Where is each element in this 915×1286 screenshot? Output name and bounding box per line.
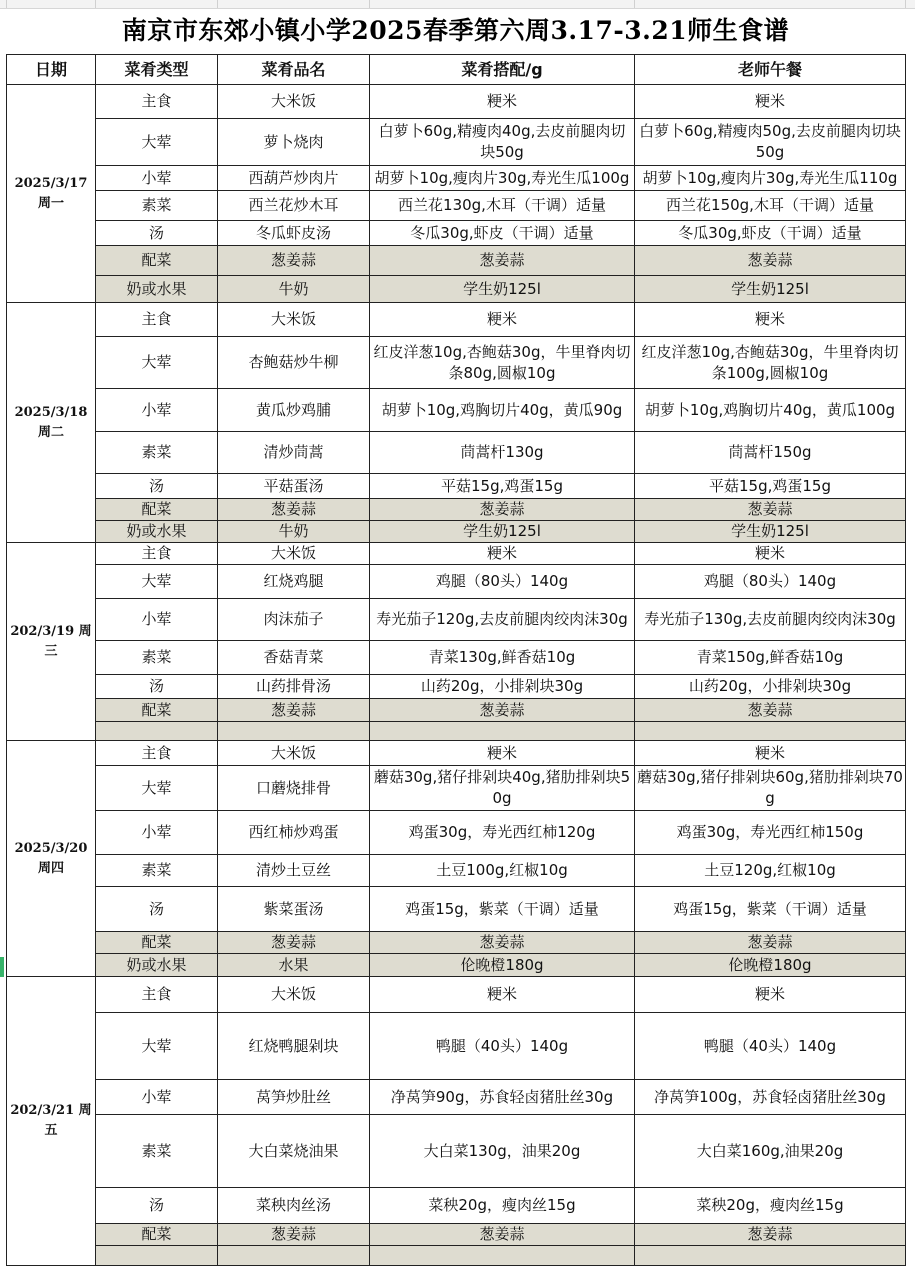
dish-type-cell: 汤 — [96, 474, 218, 499]
table-row — [7, 499, 906, 521]
table-row — [7, 641, 906, 675]
table-row — [7, 389, 906, 432]
dish-name-cell: 大米饭 — [218, 303, 370, 337]
student-portion-cell — [370, 722, 635, 741]
teacher-portion-cell: 菜秧20g，瘦肉丝15g — [635, 1188, 906, 1224]
dish-name-cell — [218, 722, 370, 741]
teacher-portion-cell — [635, 722, 906, 741]
student-portion-cell: 茼蒿杆130g — [370, 432, 635, 474]
dish-name-cell: 清炒土豆丝 — [218, 855, 370, 887]
page-title: 南京市东郊小镇小学2025春季第六周3.17-3.21师生食谱 — [121, 16, 790, 45]
table-row — [7, 977, 906, 1013]
student-portion-cell: 学生奶125l — [370, 276, 635, 303]
table-row — [7, 855, 906, 887]
student-portion-cell: 粳米 — [370, 741, 635, 766]
dish-name-cell: 葱姜蒜 — [218, 246, 370, 276]
student-portion-cell: 葱姜蒜 — [370, 699, 635, 722]
student-portion-cell: 鸡蛋30g，寿光西红柿120g — [370, 811, 635, 855]
table-row — [7, 741, 906, 766]
table-row — [7, 166, 906, 191]
teacher-portion-cell: 粳米 — [635, 741, 906, 766]
student-portion-cell: 白萝卜60g,精瘦肉40g,去皮前腿肉切块50g — [370, 119, 635, 166]
student-portion-cell: 粳米 — [370, 543, 635, 565]
student-portion-cell: 葱姜蒜 — [370, 932, 635, 954]
dish-type-cell: 大荤 — [96, 337, 218, 389]
dish-type-cell: 奶或水果 — [96, 521, 218, 543]
dish-name-cell: 菜秧肉丝汤 — [218, 1188, 370, 1224]
dish-type-cell: 主食 — [96, 85, 218, 119]
teacher-portion-cell: 学生奶125l — [635, 521, 906, 543]
teacher-portion-cell: 胡萝卜10g,鸡胸切片40g，黄瓜100g — [635, 389, 906, 432]
teacher-portion-cell: 蘑菇30g,猪仔排剁块60g,猪肋排剁块70g — [635, 766, 906, 811]
menu-table — [6, 54, 906, 1266]
table-row — [7, 954, 906, 977]
header-dish-name: 菜肴品名 — [218, 55, 370, 85]
dish-type-cell: 小荤 — [96, 389, 218, 432]
teacher-portion-cell: 粳米 — [635, 303, 906, 337]
teacher-portion-cell: 鸡蛋15g，紫菜（干调）适量 — [635, 887, 906, 932]
teacher-portion-cell: 葱姜蒜 — [635, 499, 906, 521]
student-portion-cell: 葱姜蒜 — [370, 246, 635, 276]
dish-name-cell: 紫菜蛋汤 — [218, 887, 370, 932]
header-dish-type: 菜肴类型 — [96, 55, 218, 85]
dish-type-cell: 大荤 — [96, 766, 218, 811]
student-portion-cell — [370, 1246, 635, 1266]
dish-name-cell: 山药排骨汤 — [218, 675, 370, 699]
dish-name-cell: 冬瓜虾皮汤 — [218, 221, 370, 246]
table-row — [7, 337, 906, 389]
table-row — [7, 1080, 906, 1115]
student-portion-cell: 红皮洋葱10g,杏鲍菇30g，牛里脊肉切条80g,圆椒10g — [370, 337, 635, 389]
date-cell: 2025/3/17 周一 — [7, 85, 96, 303]
header-student-portion: 菜肴搭配/g — [370, 55, 635, 85]
header-row — [7, 55, 906, 85]
dish-name-cell: 肉沫茄子 — [218, 599, 370, 641]
table-row — [7, 474, 906, 499]
table-row — [7, 1246, 906, 1266]
table-row — [7, 303, 906, 337]
teacher-portion-cell: 鸡蛋30g，寿光西红柿150g — [635, 811, 906, 855]
dish-type-cell — [96, 722, 218, 741]
dish-type-cell: 主食 — [96, 303, 218, 337]
student-portion-cell: 粳米 — [370, 85, 635, 119]
student-portion-cell: 鸭腿（40头）140g — [370, 1013, 635, 1080]
table-row — [7, 675, 906, 699]
dish-name-cell: 红烧鸡腿 — [218, 565, 370, 599]
dish-name-cell: 西红柿炒鸡蛋 — [218, 811, 370, 855]
dish-type-cell: 小荤 — [96, 599, 218, 641]
dish-type-cell: 素菜 — [96, 432, 218, 474]
student-portion-cell: 平菇15g,鸡蛋15g — [370, 474, 635, 499]
dish-type-cell: 素菜 — [96, 191, 218, 221]
dish-type-cell: 大荤 — [96, 119, 218, 166]
table-row — [7, 1188, 906, 1224]
dish-type-cell: 配菜 — [96, 1224, 218, 1246]
student-portion-cell: 土豆100g,红椒10g — [370, 855, 635, 887]
dish-type-cell — [96, 1246, 218, 1266]
teacher-portion-cell: 白萝卜60g,精瘦肉50g,去皮前腿肉切块50g — [635, 119, 906, 166]
dish-type-cell: 大荤 — [96, 565, 218, 599]
dish-type-cell: 主食 — [96, 741, 218, 766]
dish-name-cell — [218, 1246, 370, 1266]
student-portion-cell: 青菜130g,鲜香菇10g — [370, 641, 635, 675]
teacher-portion-cell: 学生奶125l — [635, 276, 906, 303]
dish-type-cell: 配菜 — [96, 499, 218, 521]
table-row — [7, 432, 906, 474]
table-row — [7, 811, 906, 855]
teacher-portion-cell: 伦晚橙180g — [635, 954, 906, 977]
student-portion-cell: 寿光茄子120g,去皮前腿肉绞肉沫30g — [370, 599, 635, 641]
dish-name-cell: 大米饭 — [218, 741, 370, 766]
dish-type-cell: 素菜 — [96, 641, 218, 675]
dish-name-cell: 葱姜蒜 — [218, 499, 370, 521]
student-portion-cell: 山药20g，小排剁块30g — [370, 675, 635, 699]
teacher-portion-cell: 土豆120g,红椒10g — [635, 855, 906, 887]
student-portion-cell: 胡萝卜10g,瘦肉片30g,寿光生瓜100g — [370, 166, 635, 191]
dish-name-cell: 大米饭 — [218, 543, 370, 565]
teacher-portion-cell: 平菇15g,鸡蛋15g — [635, 474, 906, 499]
table-row — [7, 766, 906, 811]
dish-name-cell: 大米饭 — [218, 85, 370, 119]
dish-type-cell: 配菜 — [96, 932, 218, 954]
teacher-portion-cell: 西兰花150g,木耳（干调）适量 — [635, 191, 906, 221]
student-portion-cell: 葱姜蒜 — [370, 1224, 635, 1246]
date-cell: 202/3/19 周三 — [7, 543, 96, 741]
table-row — [7, 722, 906, 741]
header-teacher-lunch: 老师午餐 — [635, 55, 906, 85]
dish-name-cell: 杏鲍菇炒牛柳 — [218, 337, 370, 389]
teacher-portion-cell — [635, 1246, 906, 1266]
student-portion-cell: 净莴笋90g，苏食轻卤猪肚丝30g — [370, 1080, 635, 1115]
table-row — [7, 85, 906, 119]
student-portion-cell: 蘑菇30g,猪仔排剁块40g,猪肋排剁块50g — [370, 766, 635, 811]
teacher-portion-cell: 鸭腿（40头）140g — [635, 1013, 906, 1080]
table-row — [7, 191, 906, 221]
teacher-portion-cell: 葱姜蒜 — [635, 932, 906, 954]
table-row — [7, 1224, 906, 1246]
dish-name-cell: 西兰花炒木耳 — [218, 191, 370, 221]
teacher-portion-cell: 粳米 — [635, 85, 906, 119]
table-row — [7, 543, 906, 565]
dish-name-cell: 清炒茼蒿 — [218, 432, 370, 474]
dish-type-cell: 汤 — [96, 221, 218, 246]
student-portion-cell: 粳米 — [370, 977, 635, 1013]
table-row — [7, 699, 906, 722]
dish-type-cell: 素菜 — [96, 855, 218, 887]
teacher-portion-cell: 冬瓜30g,虾皮（干调）适量 — [635, 221, 906, 246]
student-portion-cell: 粳米 — [370, 303, 635, 337]
dish-name-cell: 莴笋炒肚丝 — [218, 1080, 370, 1115]
dish-name-cell: 牛奶 — [218, 521, 370, 543]
table-row — [7, 221, 906, 246]
table-row — [7, 887, 906, 932]
dish-type-cell: 汤 — [96, 1188, 218, 1224]
dish-name-cell: 萝卜烧肉 — [218, 119, 370, 166]
dish-type-cell: 小荤 — [96, 166, 218, 191]
dish-type-cell: 主食 — [96, 543, 218, 565]
dish-type-cell: 大荤 — [96, 1013, 218, 1080]
teacher-portion-cell: 粳米 — [635, 977, 906, 1013]
dish-type-cell: 素菜 — [96, 1115, 218, 1188]
dish-name-cell: 牛奶 — [218, 276, 370, 303]
dish-type-cell: 配菜 — [96, 699, 218, 722]
dish-name-cell: 香菇青菜 — [218, 641, 370, 675]
teacher-portion-cell: 大白菜160g,油果20g — [635, 1115, 906, 1188]
table-row — [7, 932, 906, 954]
teacher-portion-cell: 葱姜蒜 — [635, 1224, 906, 1246]
dish-name-cell: 西葫芦炒肉片 — [218, 166, 370, 191]
dish-type-cell: 小荤 — [96, 1080, 218, 1115]
dish-name-cell: 葱姜蒜 — [218, 699, 370, 722]
teacher-portion-cell: 茼蒿杆150g — [635, 432, 906, 474]
table-row — [7, 276, 906, 303]
table-row — [7, 1013, 906, 1080]
student-portion-cell: 大白菜130g，油果20g — [370, 1115, 635, 1188]
table-row — [7, 119, 906, 166]
teacher-portion-cell: 青菜150g,鲜香菇10g — [635, 641, 906, 675]
student-portion-cell: 鸡蛋15g，紫菜（干调）适量 — [370, 887, 635, 932]
dish-type-cell: 奶或水果 — [96, 954, 218, 977]
table-row — [7, 521, 906, 543]
teacher-portion-cell: 葱姜蒜 — [635, 246, 906, 276]
dish-name-cell: 口蘑烧排骨 — [218, 766, 370, 811]
teacher-portion-cell: 寿光茄子130g,去皮前腿肉绞肉沫30g — [635, 599, 906, 641]
student-portion-cell: 伦晚橙180g — [370, 954, 635, 977]
teacher-portion-cell: 胡萝卜10g,瘦肉片30g,寿光生瓜110g — [635, 166, 906, 191]
student-portion-cell: 学生奶125l — [370, 521, 635, 543]
teacher-portion-cell: 葱姜蒜 — [635, 699, 906, 722]
dish-name-cell: 平菇蛋汤 — [218, 474, 370, 499]
row-selection-marker — [0, 957, 4, 977]
dish-name-cell: 大白菜烧油果 — [218, 1115, 370, 1188]
student-portion-cell: 西兰花130g,木耳（干调）适量 — [370, 191, 635, 221]
teacher-portion-cell: 粳米 — [635, 543, 906, 565]
dish-name-cell: 葱姜蒜 — [218, 932, 370, 954]
date-cell: 2025/3/20 周四 — [7, 741, 96, 977]
dish-name-cell: 红烧鸭腿剁块 — [218, 1013, 370, 1080]
dish-type-cell: 汤 — [96, 887, 218, 932]
dish-type-cell: 配菜 — [96, 246, 218, 276]
dish-name-cell: 水果 — [218, 954, 370, 977]
table-row — [7, 565, 906, 599]
teacher-portion-cell: 山药20g，小排剁块30g — [635, 675, 906, 699]
date-cell: 2025/3/18 周二 — [7, 303, 96, 543]
dish-name-cell: 大米饭 — [218, 977, 370, 1013]
student-portion-cell: 胡萝卜10g,鸡胸切片40g，黄瓜90g — [370, 389, 635, 432]
menu-body — [7, 85, 906, 1266]
dish-type-cell: 主食 — [96, 977, 218, 1013]
dish-name-cell: 葱姜蒜 — [218, 1224, 370, 1246]
student-portion-cell: 菜秧20g，瘦肉丝15g — [370, 1188, 635, 1224]
dish-type-cell: 小荤 — [96, 811, 218, 855]
teacher-portion-cell: 净莴笋100g，苏食轻卤猪肚丝30g — [635, 1080, 906, 1115]
table-row — [7, 1115, 906, 1188]
student-portion-cell: 葱姜蒜 — [370, 499, 635, 521]
dish-type-cell: 奶或水果 — [96, 276, 218, 303]
dish-name-cell: 黄瓜炒鸡脯 — [218, 389, 370, 432]
student-portion-cell: 冬瓜30g,虾皮（干调）适量 — [370, 221, 635, 246]
teacher-portion-cell: 红皮洋葱10g,杏鲍菇30g，牛里脊肉切条100g,圆椒10g — [635, 337, 906, 389]
student-portion-cell: 鸡腿（80头）140g — [370, 565, 635, 599]
table-row — [7, 246, 906, 276]
table-row — [7, 599, 906, 641]
dish-type-cell: 汤 — [96, 675, 218, 699]
date-cell: 202/3/21 周五 — [7, 977, 96, 1266]
header-date: 日期 — [7, 55, 96, 85]
teacher-portion-cell: 鸡腿（80头）140g — [635, 565, 906, 599]
